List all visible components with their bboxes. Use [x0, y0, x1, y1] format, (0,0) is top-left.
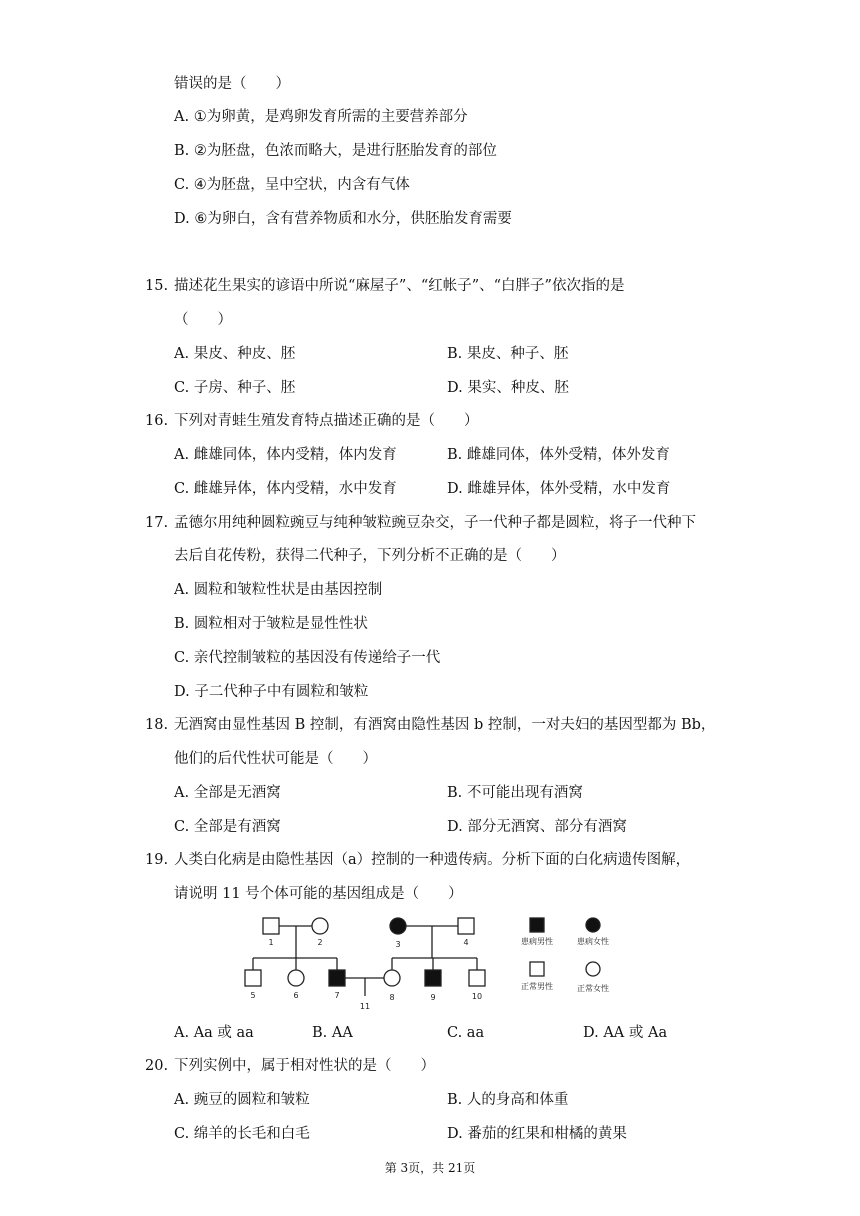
individual-6-normal-female	[288, 970, 304, 986]
legend-affected-female-symbol	[586, 918, 600, 932]
individual-2-normal-female	[312, 918, 328, 934]
pedigree-id-2: 2	[317, 938, 323, 947]
q14-option-c: C. ④为胚盘，呈中空状，内含有气体	[174, 177, 410, 193]
q16-option-a: A. 雌雄同体，体内受精，体内发育	[174, 447, 397, 463]
individual-10-normal-male	[469, 970, 485, 986]
q18-option-b: B. 不可能出现有酒窝	[447, 785, 583, 801]
q18-option-a: A. 全部是无酒窝	[174, 785, 281, 801]
pedigree-diagram	[236, 908, 636, 1018]
pedigree-id-3: 3	[395, 940, 401, 949]
q19-number: 19.	[145, 852, 169, 868]
q15-option-a: A. 果皮、种皮、胚	[174, 346, 296, 362]
q17-option-d: D. 子二代种子中有圆粒和皱粒	[174, 684, 369, 700]
q16-number: 16.	[145, 413, 169, 429]
q15-stem-line1: 描述花生果实的谚语中所说“麻屋子”、“红帐子”、“白胖子”依次指的是	[174, 278, 625, 294]
pedigree-id-9: 9	[430, 993, 436, 1002]
q17-stem-line2: 去后自花传粉，获得二代种子，下列分析不正确的是（ ）	[174, 548, 566, 564]
q20-number: 20.	[145, 1058, 169, 1074]
q20-option-b: B. 人的身高和体重	[447, 1092, 569, 1108]
q17-number: 17.	[145, 515, 169, 531]
q19-option-a: A. Aa 或 aa	[174, 1025, 254, 1041]
individual-4-normal-male	[458, 918, 474, 934]
individual-3-affected-female	[390, 918, 406, 934]
q15-option-d: D. 果实、种皮、胚	[447, 380, 569, 396]
q16-option-b: B. 雌雄同体，体外受精，体外发育	[447, 447, 670, 463]
q20-option-d: D. 番茄的红果和柑橘的黄果	[447, 1126, 627, 1142]
pedigree-id-4: 4	[463, 938, 469, 947]
q14-stem-tail: 错误的是（ ）	[174, 76, 290, 92]
individual-9-affected-male	[425, 970, 441, 986]
q17-stem-line1: 孟德尔用纯种圆粒豌豆与纯种皱粒豌豆杂交，子一代种子都是圆粒，将子一代种下	[174, 515, 696, 531]
q18-option-d: D. 部分无酒窝、部分有酒窝	[447, 819, 627, 835]
q20-option-a: A. 豌豆的圆粒和皱粒	[174, 1092, 310, 1108]
legend-affected-male-label: 患病男性	[521, 937, 553, 946]
q14-option-d: D. ⑥为卵白，含有营养物质和水分，供胚胎发育需要	[174, 211, 512, 227]
legend-normal-female-label: 正常女性	[577, 984, 609, 993]
q16-option-d: D. 雌雄异体，体外受精，水中发育	[447, 481, 671, 497]
q20-stem: 下列实例中，属于相对性状的是（ ）	[174, 1058, 435, 1074]
q19-option-d: D. AA 或 Aa	[583, 1025, 668, 1041]
q19-option-c: C. aa	[447, 1025, 485, 1041]
individual-5-normal-male	[245, 970, 261, 986]
pedigree-id-10: 10	[471, 992, 483, 1001]
q16-stem: 下列对青蛙生殖发育特点描述正确的是（ ）	[174, 413, 479, 429]
q14-option-b: B. ②为胚盘，色浓而略大，是进行胚胎发育的部位	[174, 143, 497, 159]
pedigree-id-1: 1	[268, 938, 274, 947]
legend-normal-female-symbol	[586, 962, 600, 976]
q18-stem-line1: 无酒窝由显性基因 B 控制，有酒窝由隐性基因 b 控制，一对夫妇的基因型都为 Bb，	[174, 717, 716, 733]
q17-option-b: B. 圆粒相对于皱粒是显性性状	[174, 616, 368, 632]
page-footer: 第 3页，共 21页	[384, 1161, 476, 1175]
individual-1-normal-male	[263, 918, 279, 934]
pedigree-id-11: 11	[359, 1002, 371, 1011]
pedigree-id-8: 8	[389, 993, 395, 1002]
legend-affected-female-label: 患病女性	[577, 937, 609, 946]
q18-number: 18.	[145, 717, 169, 733]
individual-8-normal-female	[384, 970, 400, 986]
legend-affected-male-symbol	[530, 918, 544, 932]
pedigree-id-7: 7	[334, 991, 340, 1000]
pedigree-id-6: 6	[293, 991, 299, 1000]
pedigree-id-5: 5	[250, 991, 256, 1000]
q17-option-a: A. 圆粒和皱粒性状是由基因控制	[174, 582, 383, 598]
q16-option-c: C. 雌雄异体，体内受精，水中发育	[174, 481, 397, 497]
q19-stem-line2: 请说明 11 号个体可能的基因组成是（ ）	[174, 886, 463, 902]
legend-normal-male-symbol	[530, 962, 544, 976]
legend-normal-male-label: 正常男性	[521, 982, 553, 991]
q15-option-c: C. 子房、种子、胚	[174, 380, 296, 396]
q15-stem-line2: （ ）	[174, 312, 232, 328]
q19-stem-line1: 人类白化病是由隐性基因（a）控制的一种遗传病。分析下面的白化病遗传图解，	[174, 852, 691, 868]
q15-option-b: B. 果皮、种子、胚	[447, 346, 569, 362]
q18-option-c: C. 全部是有酒窝	[174, 819, 281, 835]
q18-stem-line2: 他们的后代性状可能是（ ）	[174, 751, 377, 767]
q15-number: 15.	[145, 278, 169, 294]
q20-option-c: C. 绵羊的长毛和白毛	[174, 1126, 310, 1142]
individual-7-affected-male	[329, 970, 345, 986]
q17-option-c: C. 亲代控制皱粒的基因没有传递给子一代	[174, 650, 441, 666]
q19-option-b: B. AA	[312, 1025, 353, 1041]
q14-option-a: A. ①为卵黄，是鸡卵发育所需的主要营养部分	[174, 109, 468, 125]
